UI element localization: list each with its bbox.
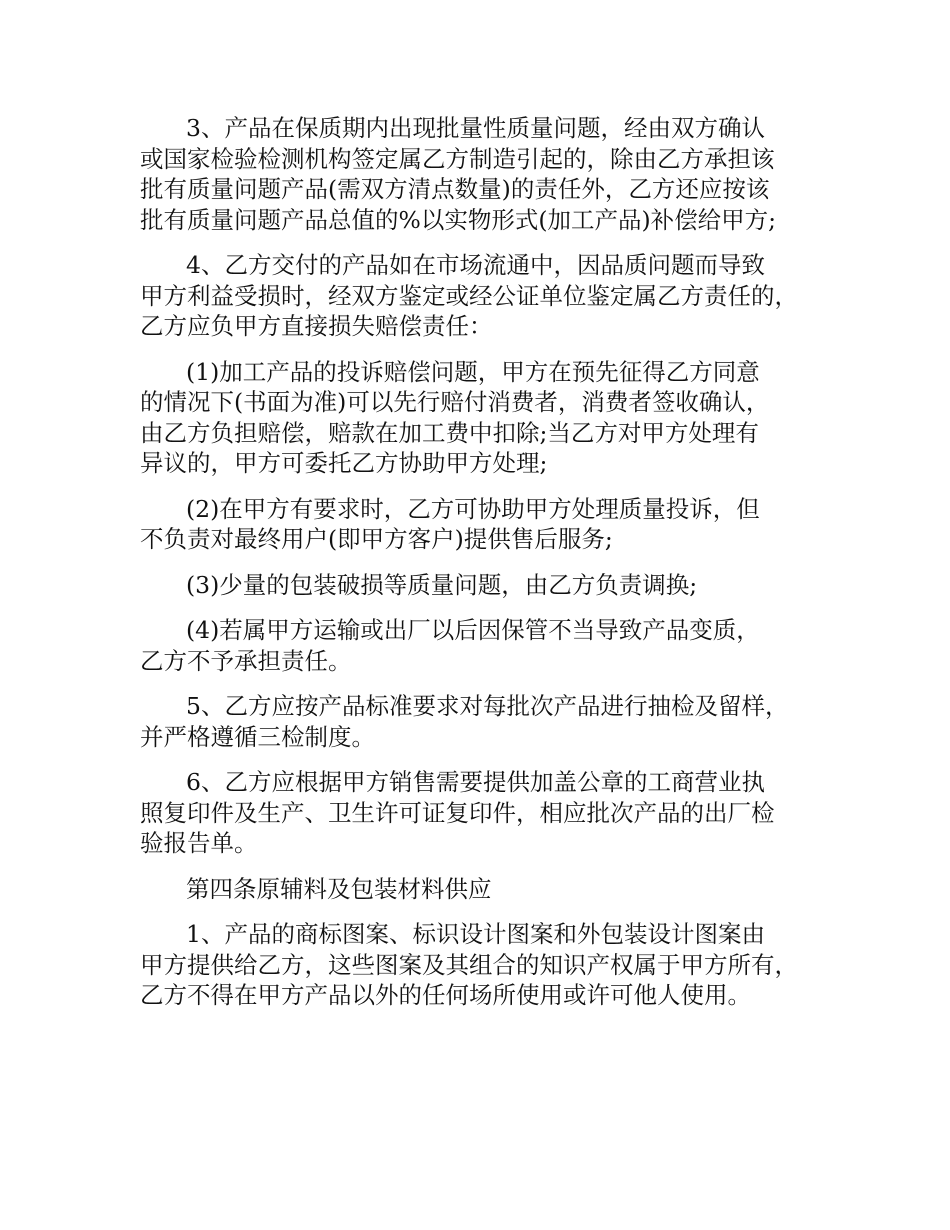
clause-3-paragraph [140, 113, 820, 235]
paragraph-line: 或国家检验检测机构签定属乙方制造引起的，除由乙方承担该 [140, 144, 775, 173]
paragraph-line: 4、乙方交付的产品如在市场流通中，因品质问题而导致 [186, 251, 765, 279]
paragraph-line: 批有质量问题产品(需双方清点数量)的责任外，乙方还应按该 [140, 175, 770, 203]
paragraph-line: 由乙方负担赔偿，赔款在加工费中扣除;当乙方对甲方处理有 [140, 418, 759, 447]
paragraph-line: 的情况下(书面为准)可以先行赔付消费者，消费者签收确认， [140, 388, 770, 416]
paragraph-line: 6、乙方应根据甲方销售需要提供加盖公章的工商营业执 [186, 768, 765, 796]
clause-5-paragraph [140, 691, 820, 752]
paragraph-line: (3)少量的包装破损等质量问题，由乙方负责调换; [186, 570, 698, 599]
paragraph-line: 乙方不得在甲方产品以外的任何场所使用或许可他人使用。 [140, 981, 751, 1009]
document-body [140, 113, 820, 1026]
paragraph-line: 异议的，甲方可委托乙方协助甲方处理; [140, 449, 548, 477]
paragraph-line: (4)若属甲方运输或出厂以后因保管不当导致产品变质， [186, 616, 760, 644]
paragraph-line: 乙方不予承担责任。 [140, 646, 352, 675]
clause-6-paragraph [140, 767, 820, 859]
paragraph-line: 验报告单。 [140, 829, 258, 857]
paragraph-line: 批有质量问题产品总值的%以实物形式(加工产品)补偿给甲方; [140, 205, 777, 234]
paragraph-line: 甲方利益受损时，经双方鉴定或经公证单位鉴定属乙方责任的， [140, 281, 798, 310]
paragraph-line: 照复印件及生产、卫生许可证复印件，相应批次产品的出厂检 [140, 798, 775, 827]
clause-4-item-3-paragraph [140, 570, 820, 601]
paragraph-line: (2)在甲方有要求时，乙方可协助甲方处理质量投诉，但 [186, 494, 760, 523]
paragraph-line: 3、产品在保质期内出现批量性质量问题，经由双方确认 [186, 114, 765, 142]
paragraph-line: 1、产品的商标图案、标识设计图案和外包装设计图案由 [186, 920, 765, 948]
clause-4-item-2-paragraph [140, 494, 820, 555]
paragraph-line: 5、乙方应按产品标准要求对每批次产品进行抽检及留样， [186, 692, 789, 720]
section-4-clause-1-paragraph [140, 919, 820, 1011]
paragraph-line: 乙方应负甲方直接损失赔偿责任： [140, 312, 493, 340]
clause-4-item-4-paragraph [140, 615, 820, 676]
section-heading-line: 第四条原辅料及包装材料供应 [186, 874, 492, 903]
paragraph-line: 不负责对最终用户(即甲方客户)提供售后服务; [140, 525, 613, 553]
clause-4-item-1-paragraph [140, 357, 820, 479]
clause-4-paragraph [140, 250, 820, 342]
paragraph-line: 甲方提供给乙方，这些图案及其组合的知识产权属于甲方所有， [140, 950, 798, 979]
section-4-heading [140, 874, 820, 905]
paragraph-line: (1)加工产品的投诉赔偿问题，甲方在预先征得乙方同意 [186, 357, 760, 386]
paragraph-line: 并严格遵循三检制度。 [140, 722, 375, 751]
